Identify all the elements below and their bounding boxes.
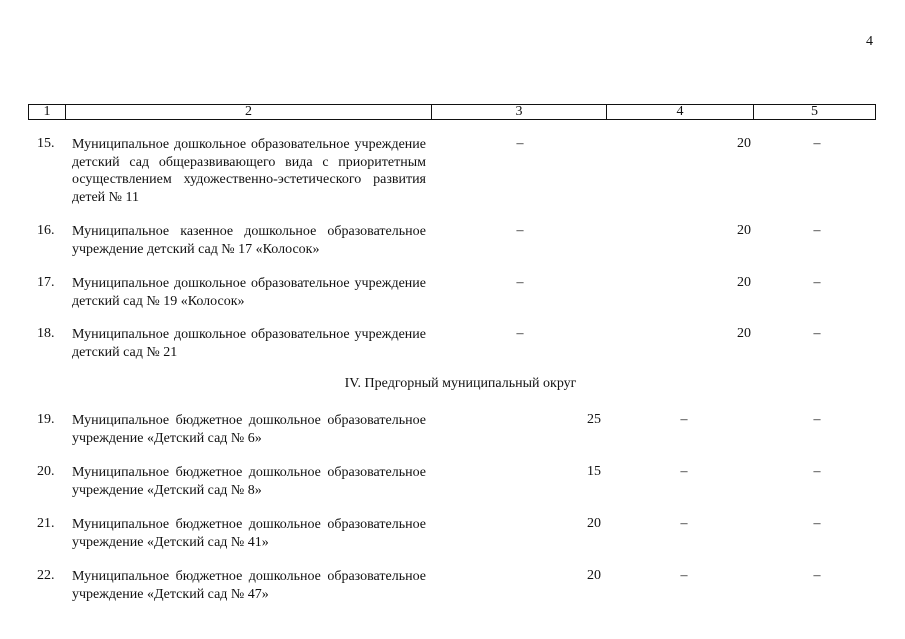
table-header xyxy=(28,104,876,120)
institution-name: Муниципальное дошкольное образовательное учреждение детский сад № 21 xyxy=(72,327,426,360)
col4-value: – xyxy=(680,464,688,479)
row-number: 20. xyxy=(37,464,55,479)
institution-name: Муниципальное дошкольное образовательное учреждение детский сад № 19 «Колосок» xyxy=(72,276,426,309)
col3-value: 25 xyxy=(587,412,601,427)
col4-value: 20 xyxy=(737,223,751,238)
col5-value: – xyxy=(813,464,821,479)
row-number: 19. xyxy=(37,412,55,427)
col4-value: – xyxy=(680,568,688,583)
row-number: 21. xyxy=(37,516,55,531)
col5-value: – xyxy=(813,223,821,238)
row-number: 17. xyxy=(37,275,55,290)
col3-value: – xyxy=(516,223,524,238)
col4-value: – xyxy=(680,516,688,531)
col4-value: 20 xyxy=(737,326,751,341)
col5-value: – xyxy=(813,136,821,151)
institution-name: Муниципальное бюджетное дошкольное образовательное учреждение «Детский сад № 47» xyxy=(72,569,426,602)
institution-name: Муниципальное бюджетное дошкольное образовательное учреждение «Детский сад № 41» xyxy=(72,517,426,550)
row-number: 15. xyxy=(37,136,55,151)
col5-value: – xyxy=(813,412,821,427)
header-col-5: 5 xyxy=(811,104,818,119)
header-col-1: 1 xyxy=(29,105,66,119)
header-col-2: 2 xyxy=(66,105,432,119)
col4-value: – xyxy=(680,412,688,427)
page-number: 4 xyxy=(866,34,873,49)
col5-value: – xyxy=(813,568,821,583)
institution-name: Муниципальное бюджетное дошкольное образовательное учреждение «Детский сад № 8» xyxy=(72,465,426,498)
col5-value: – xyxy=(813,275,821,290)
row-number: 16. xyxy=(37,223,55,238)
header-col-3: 3 xyxy=(432,105,607,119)
institution-name: Муниципальное дошкольное образовательное учреждение детский сад общеразвивающего вида с приоритетным осуществлением художественно-эстетического развития детей № 11 xyxy=(72,137,426,205)
row-number: 22. xyxy=(37,568,55,583)
col3-value: – xyxy=(516,136,524,151)
row-number: 18. xyxy=(37,326,55,341)
institution-name: Муниципальное казенное дошкольное образовательное учреждение детский сад № 17 «Колосок» xyxy=(72,224,426,257)
col3-value: 20 xyxy=(587,568,601,583)
col5-value: – xyxy=(813,326,821,341)
col3-value: 15 xyxy=(587,464,601,479)
col5-value: – xyxy=(813,516,821,531)
col4-value: 20 xyxy=(737,275,751,290)
institution-name: Муниципальное бюджетное дошкольное образовательное учреждение «Детский сад № 6» xyxy=(72,413,426,446)
col3-value: 20 xyxy=(587,516,601,531)
col4-value: 20 xyxy=(737,136,751,151)
header-col-4: 4 xyxy=(607,105,754,119)
col3-value: – xyxy=(516,275,524,290)
col3-value: – xyxy=(516,326,524,341)
section-title: IV. Предгорный муниципальный округ xyxy=(344,376,577,391)
